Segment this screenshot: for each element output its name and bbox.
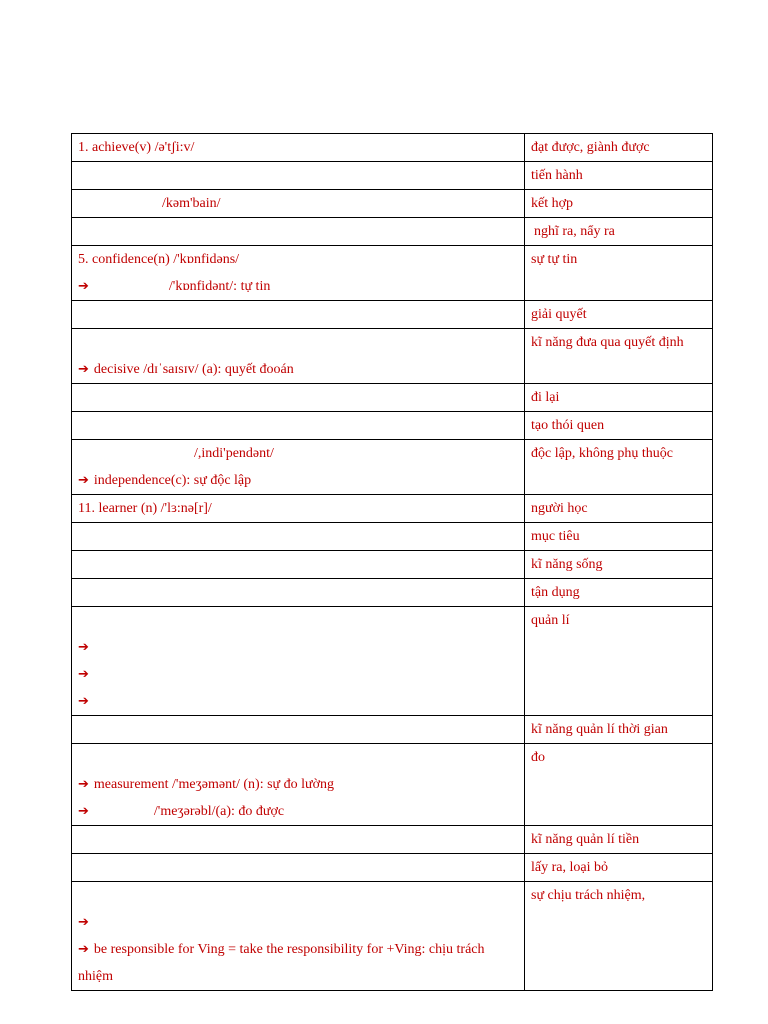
derived-term — [78, 273, 518, 300]
meaning-text: đi lại — [531, 390, 560, 405]
term-cell — [72, 190, 525, 218]
table-row — [72, 744, 713, 826]
term-text — [78, 218, 518, 245]
vocabulary-table — [71, 133, 713, 991]
table-row — [72, 246, 713, 301]
derived-term — [78, 634, 518, 661]
term-text: /,indi'pendənt/ — [194, 446, 274, 461]
term-cell — [72, 826, 525, 854]
meaning-cell — [525, 716, 713, 744]
meaning-cell — [525, 495, 713, 523]
term-text: be responsible for Ving = take the responsibility for +Ving: chịu trách nhiệm — [78, 942, 485, 984]
table-row — [72, 882, 713, 991]
term-text — [78, 882, 518, 909]
term-cell — [72, 882, 525, 991]
meaning-text: đạt được, giành được — [531, 140, 650, 155]
term-cell — [72, 744, 525, 826]
term-text: decisive /dɪˈsaɪsɪv/ (a): quyết đooán — [93, 362, 294, 377]
meaning-text: đo — [531, 750, 545, 765]
derived-term — [78, 356, 518, 383]
meaning-text: mục tiêu — [531, 529, 580, 544]
meaning-text: tiến hành — [531, 168, 583, 183]
meaning-cell — [525, 329, 713, 384]
meaning-cell — [525, 384, 713, 412]
meaning-cell — [525, 412, 713, 440]
arrow-right-icon: ➔ — [78, 279, 89, 294]
arrow-right-icon: ➔ — [78, 473, 89, 488]
table-row — [72, 579, 713, 607]
term-text: /'kɒnfidənt/: tự tin — [168, 279, 271, 294]
term-cell — [72, 523, 525, 551]
term-cell — [72, 134, 525, 162]
table-row — [72, 384, 713, 412]
term-text — [78, 301, 518, 328]
meaning-cell — [525, 218, 713, 246]
term-text: /kəm'bain/ — [162, 196, 221, 211]
arrow-right-icon: ➔ — [78, 804, 89, 819]
table-row — [72, 495, 713, 523]
term-cell — [72, 301, 525, 329]
term-cell — [72, 329, 525, 384]
table-row — [72, 440, 713, 495]
meaning-cell — [525, 301, 713, 329]
meaning-cell — [525, 134, 713, 162]
term-text — [78, 412, 518, 439]
term-text: /'meʒərəbl/(a): đo được — [153, 804, 285, 819]
meaning-cell — [525, 607, 713, 716]
meaning-text: tận dụng — [531, 585, 580, 600]
meaning-text: giải quyết — [531, 307, 587, 322]
term-text: independence(c): sự độc lập — [93, 473, 252, 488]
term-text — [78, 854, 518, 881]
term-text: 11. learner (n) /'lɜ:nə[r]/ — [78, 501, 212, 516]
meaning-text: tạo thói quen — [531, 418, 605, 433]
term-cell — [72, 551, 525, 579]
term-text — [78, 329, 518, 356]
term-cell — [72, 716, 525, 744]
arrow-right-icon: ➔ — [78, 667, 89, 682]
term-cell — [72, 495, 525, 523]
meaning-cell — [525, 854, 713, 882]
term-cell — [72, 162, 525, 190]
term-text — [78, 744, 518, 771]
derived-term — [78, 467, 518, 494]
table-row — [72, 551, 713, 579]
meaning-cell — [525, 190, 713, 218]
meaning-cell — [525, 826, 713, 854]
table-row — [72, 412, 713, 440]
meaning-text: kết hợp — [531, 196, 574, 211]
term-text — [78, 162, 518, 189]
term-cell — [72, 607, 525, 716]
derived-term — [78, 771, 518, 798]
meaning-cell — [525, 551, 713, 579]
term-cell — [72, 246, 525, 301]
table-row — [72, 607, 713, 716]
derived-term — [78, 798, 518, 825]
meaning-cell — [525, 882, 713, 991]
meaning-cell — [525, 246, 713, 301]
meaning-cell — [525, 579, 713, 607]
term-text — [78, 579, 518, 606]
table-row — [72, 716, 713, 744]
derived-term — [78, 936, 518, 990]
arrow-right-icon: ➔ — [78, 777, 89, 792]
term-cell — [72, 218, 525, 246]
term-text — [78, 607, 518, 634]
term-text — [78, 826, 518, 853]
term-cell — [72, 412, 525, 440]
table-row — [72, 218, 713, 246]
term-text — [78, 384, 518, 411]
term-text: 5. confidence(n) /'kɒnfidəns/ — [78, 252, 240, 267]
arrow-right-icon: ➔ — [78, 362, 89, 377]
meaning-text: sự chịu trách nhiệm, — [531, 888, 646, 903]
meaning-text: kĩ năng quản lí tiền — [531, 832, 640, 847]
arrow-right-icon: ➔ — [78, 640, 89, 655]
table-row — [72, 162, 713, 190]
meaning-text: lấy ra, loại bỏ — [531, 860, 608, 875]
term-cell — [72, 579, 525, 607]
table-row — [72, 854, 713, 882]
term-cell — [72, 440, 525, 495]
term-text — [78, 551, 518, 578]
meaning-cell — [525, 744, 713, 826]
term-text: 1. achieve(v) /ə'tʃi:v/ — [78, 140, 195, 155]
term-text — [78, 716, 518, 743]
table-row — [72, 190, 713, 218]
meaning-text: người học — [531, 501, 588, 516]
table-row — [72, 134, 713, 162]
meaning-text: độc lập, không phụ thuộc — [531, 446, 673, 461]
arrow-right-icon: ➔ — [78, 942, 89, 957]
derived-term — [78, 909, 518, 936]
arrow-right-icon: ➔ — [78, 694, 89, 709]
derived-term — [78, 688, 518, 715]
table-row — [72, 301, 713, 329]
arrow-right-icon: ➔ — [78, 915, 89, 930]
term-text: measurement /'meʒəmənt/ (n): sự đo lường — [93, 777, 334, 792]
term-cell — [72, 854, 525, 882]
meaning-text: nghĩ ra, nẩy ra — [534, 224, 615, 239]
term-cell — [72, 384, 525, 412]
meaning-cell — [525, 162, 713, 190]
meaning-cell — [525, 523, 713, 551]
table-row — [72, 826, 713, 854]
derived-term — [78, 661, 518, 688]
term-text — [78, 523, 518, 550]
table-row — [72, 329, 713, 384]
meaning-cell — [525, 440, 713, 495]
meaning-text: kĩ năng quản lí thời gian — [531, 722, 668, 737]
meaning-text: quản lí — [531, 613, 570, 628]
meaning-text: kĩ năng đưa qua quyết định — [531, 335, 684, 350]
meaning-text: sự tự tin — [531, 252, 578, 267]
meaning-text: kĩ năng sống — [531, 557, 603, 572]
table-row — [72, 523, 713, 551]
